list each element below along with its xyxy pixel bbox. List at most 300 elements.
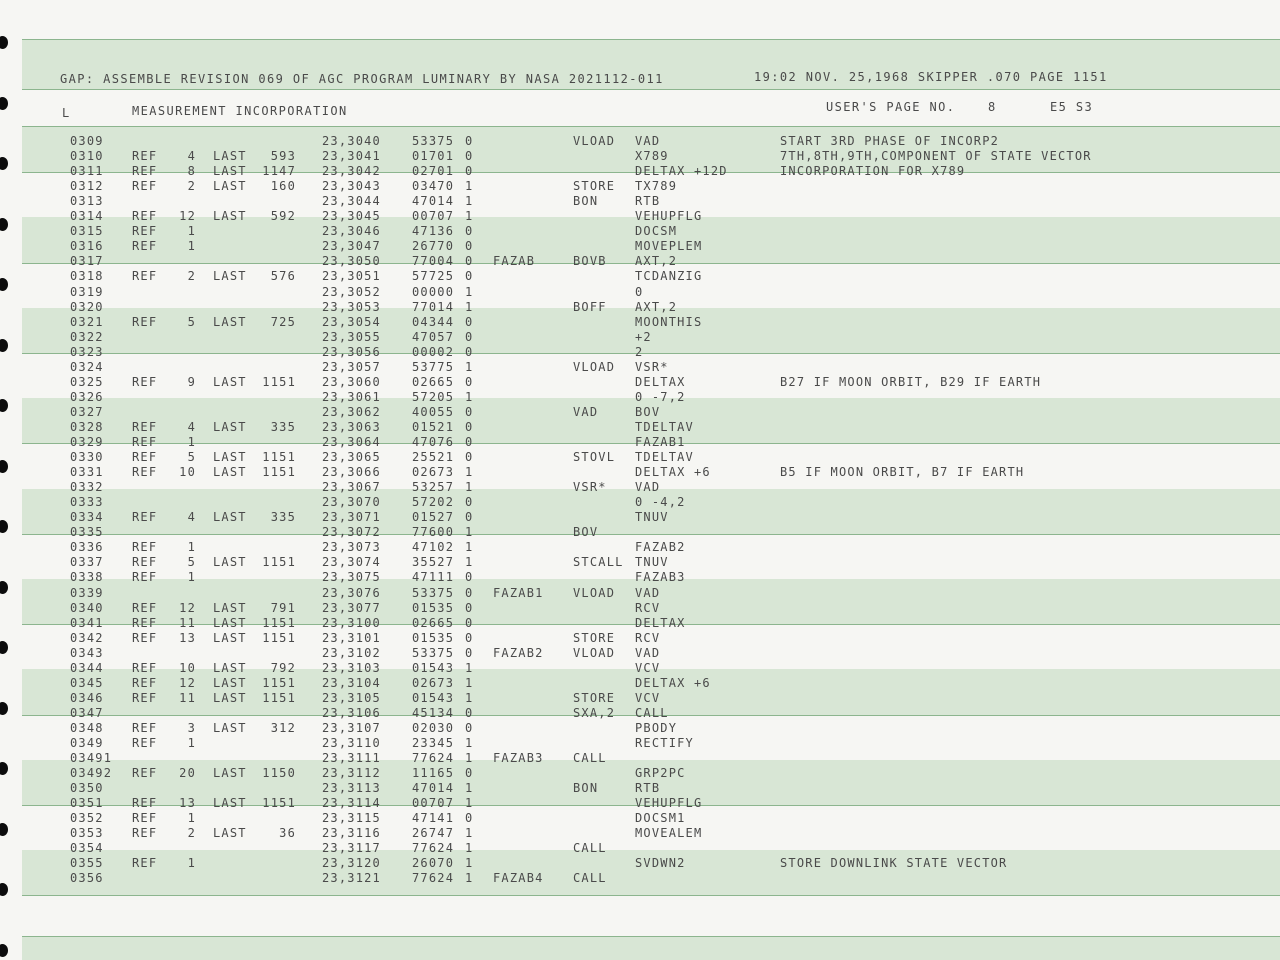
parity-bit: 0 — [465, 404, 474, 419]
last-page: 160 — [270, 179, 296, 194]
octal-word: 01543 — [412, 660, 455, 675]
line-number: 0355 — [70, 856, 104, 871]
ref-count: 13 — [179, 630, 196, 645]
octal-word: 53775 — [412, 359, 455, 374]
line-number: 0312 — [70, 179, 104, 194]
parity-bit: 0 — [465, 811, 474, 826]
ref-keyword: REF — [132, 856, 158, 871]
parity-bit: 0 — [465, 435, 474, 449]
parity-bit: 0 — [465, 239, 474, 254]
octal-word: 57202 — [412, 495, 455, 510]
ref-keyword: REF — [132, 796, 158, 811]
parity-bit: 0 — [465, 720, 474, 735]
address: 23,3101 — [322, 630, 381, 645]
address: 23,3061 — [322, 389, 381, 404]
parity-bit: 0 — [465, 450, 474, 465]
opcode: STORE — [573, 630, 616, 645]
octal-word: 40055 — [412, 404, 455, 419]
operand: RCV — [635, 630, 661, 645]
line-number: 0337 — [70, 555, 104, 570]
ref-keyword: REF — [132, 630, 158, 645]
greenbar-printout-sheet — [22, 0, 1280, 960]
parity-bit: 1 — [465, 781, 474, 796]
octal-word: 47014 — [412, 194, 455, 209]
last-keyword: LAST — [213, 510, 247, 525]
last-page: 1151 — [262, 555, 296, 570]
octal-word: 01535 — [412, 600, 455, 615]
opcode: CALL — [573, 871, 607, 886]
operand: AXT,2 — [635, 299, 678, 314]
line-number: 0325 — [70, 374, 104, 389]
address: 23,3045 — [322, 209, 381, 224]
opcode: VLOAD — [573, 645, 616, 660]
ref-keyword: REF — [132, 720, 158, 735]
parity-bit: 1 — [465, 525, 474, 540]
parity-bit: 1 — [465, 194, 474, 209]
operand: TX789 — [635, 179, 678, 194]
line-number: 03492 — [70, 766, 113, 781]
opcode: VLOAD — [573, 585, 616, 600]
octal-word: 45134 — [412, 705, 455, 720]
octal-word: 01701 — [412, 149, 455, 164]
opcode: VAD — [573, 404, 599, 419]
parity-bit: 1 — [465, 751, 474, 766]
operand: VAD — [635, 134, 661, 148]
statement-label: FAZAB4 — [493, 871, 544, 886]
address: 23,3065 — [322, 450, 381, 465]
parity-bit: 0 — [465, 510, 474, 525]
address: 23,3043 — [322, 179, 381, 194]
line-number: 0313 — [70, 194, 104, 209]
address: 23,3062 — [322, 404, 381, 419]
ref-count: 9 — [187, 374, 196, 389]
parity-bit: 0 — [465, 585, 474, 600]
octal-word: 25521 — [412, 450, 455, 465]
operand: VEHUPFLG — [635, 796, 703, 811]
ref-count: 3 — [187, 720, 196, 735]
statement-label: FAZAB3 — [493, 751, 544, 766]
last-keyword: LAST — [213, 149, 247, 164]
last-page: 1150 — [262, 766, 296, 781]
address: 23,3046 — [322, 224, 381, 239]
line-number: 0321 — [70, 314, 104, 329]
line-number: 0315 — [70, 224, 104, 239]
address: 23,3070 — [322, 495, 381, 510]
operand: DOCSM1 — [635, 811, 686, 826]
parity-bit: 0 — [465, 570, 474, 585]
last-keyword: LAST — [213, 269, 247, 284]
operand: VEHUPFLG — [635, 209, 703, 224]
ref-count: 11 — [179, 615, 196, 630]
ref-count: 11 — [179, 690, 196, 705]
parity-bit: 0 — [465, 164, 474, 179]
ref-keyword: REF — [132, 450, 158, 465]
last-page: 576 — [270, 269, 296, 284]
octal-word: 47141 — [412, 811, 455, 826]
line-number: 0336 — [70, 540, 104, 555]
address: 23,3077 — [322, 600, 381, 615]
parity-bit: 1 — [465, 465, 474, 480]
parity-bit: 0 — [465, 766, 474, 781]
ref-keyword: REF — [132, 419, 158, 434]
operand: VCV — [635, 690, 661, 705]
line-number: 0324 — [70, 359, 104, 374]
address: 23,3117 — [322, 841, 381, 856]
parity-bit: 1 — [465, 179, 474, 194]
line-number: 0340 — [70, 600, 104, 615]
octal-word: 26770 — [412, 239, 455, 254]
operand: VAD — [635, 585, 661, 600]
parity-bit: 0 — [465, 134, 474, 148]
parity-bit: 0 — [465, 254, 474, 269]
operand: X789 — [635, 149, 669, 164]
ref-count: 5 — [187, 314, 196, 329]
operand: FAZAB1 — [635, 435, 686, 449]
ref-keyword: REF — [132, 675, 158, 690]
last-page: 335 — [270, 419, 296, 434]
parity-bit: 1 — [465, 871, 474, 886]
last-keyword: LAST — [213, 630, 247, 645]
ref-keyword: REF — [132, 239, 158, 254]
address: 23,3113 — [322, 781, 381, 796]
parity-bit: 1 — [465, 841, 474, 856]
last-keyword: LAST — [213, 465, 247, 480]
address: 23,3055 — [322, 329, 381, 344]
last-keyword: LAST — [213, 179, 247, 194]
parity-bit: 1 — [465, 555, 474, 570]
ref-count: 1 — [187, 224, 196, 239]
ref-count: 10 — [179, 660, 196, 675]
address: 23,3114 — [322, 796, 381, 811]
ref-count: 4 — [187, 510, 196, 525]
octal-word: 57205 — [412, 389, 455, 404]
octal-word: 47102 — [412, 540, 455, 555]
address: 23,3050 — [322, 254, 381, 269]
ref-count: 1 — [187, 570, 196, 585]
last-keyword: LAST — [213, 555, 247, 570]
address: 23,3104 — [322, 675, 381, 690]
address: 23,3110 — [322, 736, 381, 750]
line-number: 0350 — [70, 781, 104, 796]
last-page: 593 — [270, 149, 296, 164]
last-page: 1151 — [262, 374, 296, 389]
listing-timestamp-page: 19:02 NOV. 25,1968 SKIPPER .070 PAGE 1151 — [754, 70, 1108, 84]
line-number: 0330 — [70, 450, 104, 465]
parity-bit: 1 — [465, 796, 474, 811]
last-page: 1151 — [262, 690, 296, 705]
ref-count: 10 — [179, 465, 196, 480]
line-number: 03491 — [70, 751, 113, 766]
last-keyword: LAST — [213, 766, 247, 781]
statement-label: FAZAB1 — [493, 585, 544, 600]
comment: 7TH,8TH,9TH,COMPONENT OF STATE VECTOR — [780, 149, 1092, 164]
parity-bit: 1 — [465, 389, 474, 404]
line-number: 0323 — [70, 344, 104, 359]
octal-word: 01543 — [412, 690, 455, 705]
operand: +2 — [635, 329, 652, 344]
address: 23,3051 — [322, 269, 381, 284]
parity-bit: 0 — [465, 269, 474, 284]
octal-word: 02673 — [412, 465, 455, 480]
ref-keyword: REF — [132, 615, 158, 630]
ref-count: 1 — [187, 239, 196, 254]
line-number: 0338 — [70, 570, 104, 585]
ref-keyword: REF — [132, 690, 158, 705]
ref-count: 2 — [187, 269, 196, 284]
operand: MOVEPLEM — [635, 239, 703, 254]
ref-keyword: REF — [132, 510, 158, 525]
line-number: 0339 — [70, 585, 104, 600]
ref-count: 1 — [187, 811, 196, 826]
opcode: VLOAD — [573, 359, 616, 374]
line-number: 0317 — [70, 254, 104, 269]
line-number: 0319 — [70, 284, 104, 299]
last-keyword: LAST — [213, 419, 247, 434]
operand: TDELTAV — [635, 419, 694, 434]
operand: GRP2PC — [635, 766, 686, 781]
address: 23,3066 — [322, 465, 381, 480]
operand: AXT,2 — [635, 254, 678, 269]
ref-keyword: REF — [132, 736, 158, 750]
left-mark: L — [62, 106, 71, 120]
address: 23,3103 — [322, 660, 381, 675]
ref-keyword: REF — [132, 811, 158, 826]
line-number: 0326 — [70, 389, 104, 404]
address: 23,3115 — [322, 811, 381, 826]
parity-bit: 1 — [465, 209, 474, 224]
operand: SVDWN2 — [635, 856, 686, 871]
opcode: VLOAD — [573, 134, 616, 148]
parity-bit: 1 — [465, 736, 474, 750]
line-number: 0314 — [70, 209, 104, 224]
user-page-label: USER'S PAGE NO. — [826, 100, 956, 114]
parity-bit: 0 — [465, 314, 474, 329]
last-keyword: LAST — [213, 720, 247, 735]
octal-word: 03470 — [412, 179, 455, 194]
last-page: 592 — [270, 209, 296, 224]
octal-word: 77624 — [412, 871, 455, 886]
address: 23,3105 — [322, 690, 381, 705]
octal-word: 47111 — [412, 570, 455, 585]
address: 23,3120 — [322, 856, 381, 871]
opcode: BON — [573, 781, 599, 796]
operand: RTB — [635, 781, 661, 796]
address: 23,3111 — [322, 751, 381, 766]
comment: START 3RD PHASE OF INCORP2 — [780, 134, 1000, 148]
operand: VAD — [635, 645, 661, 660]
opcode: STORE — [573, 179, 616, 194]
ref-keyword: REF — [132, 555, 158, 570]
operand: FAZAB2 — [635, 540, 686, 555]
operand: DELTAX +6 — [635, 675, 711, 690]
line-number: 0329 — [70, 435, 104, 449]
octal-word: 53375 — [412, 645, 455, 660]
comment: B27 IF MOON ORBIT, B29 IF EARTH — [780, 374, 1042, 389]
parity-bit: 1 — [465, 690, 474, 705]
ref-keyword: REF — [132, 209, 158, 224]
octal-word: 26747 — [412, 826, 455, 841]
address: 23,3107 — [322, 720, 381, 735]
operand: DELTAX — [635, 615, 686, 630]
address: 23,3057 — [322, 359, 381, 374]
ref-keyword: REF — [132, 314, 158, 329]
user-page-number: 8 — [988, 100, 997, 114]
octal-word: 11165 — [412, 766, 455, 781]
operand: RCV — [635, 600, 661, 615]
address: 23,3060 — [322, 374, 381, 389]
octal-word: 01521 — [412, 419, 455, 434]
address: 23,3041 — [322, 149, 381, 164]
address: 23,3106 — [322, 705, 381, 720]
line-number: 0309 — [70, 134, 104, 148]
opcode: STORE — [573, 690, 616, 705]
address: 23,3042 — [322, 164, 381, 179]
section-title: MEASUREMENT INCORPORATION — [132, 104, 348, 118]
operand: DELTAX — [635, 374, 686, 389]
address: 23,3074 — [322, 555, 381, 570]
line-number: 0343 — [70, 645, 104, 660]
octal-word: 77014 — [412, 299, 455, 314]
last-keyword: LAST — [213, 600, 247, 615]
octal-word: 77004 — [412, 254, 455, 269]
ref-keyword: REF — [132, 164, 158, 179]
last-keyword: LAST — [213, 314, 247, 329]
ref-count: 5 — [187, 555, 196, 570]
line-number: 0332 — [70, 480, 104, 495]
operand: 0 -4,2 — [635, 495, 686, 510]
last-keyword: LAST — [213, 374, 247, 389]
opcode: SXA,2 — [573, 705, 616, 720]
line-number: 0320 — [70, 299, 104, 314]
address: 23,3053 — [322, 299, 381, 314]
statement-label: FAZAB — [493, 254, 536, 269]
opcode: CALL — [573, 751, 607, 766]
operand: 0 — [635, 284, 644, 299]
last-page: 335 — [270, 510, 296, 525]
ref-count: 2 — [187, 179, 196, 194]
last-page: 725 — [270, 314, 296, 329]
tractor-feed-holes — [0, 0, 12, 960]
ref-keyword: REF — [132, 570, 158, 585]
ref-count: 8 — [187, 164, 196, 179]
last-keyword: LAST — [213, 796, 247, 811]
opcode: STOVL — [573, 450, 616, 465]
parity-bit: 0 — [465, 419, 474, 434]
ref-count: 13 — [179, 796, 196, 811]
parity-bit: 1 — [465, 675, 474, 690]
line-number: 0318 — [70, 269, 104, 284]
line-number: 0333 — [70, 495, 104, 510]
last-keyword: LAST — [213, 675, 247, 690]
ref-keyword: REF — [132, 600, 158, 615]
ref-count: 1 — [187, 540, 196, 555]
ref-keyword: REF — [132, 766, 158, 781]
last-keyword: LAST — [213, 615, 247, 630]
comment: INCORPORATION FOR X789 — [780, 164, 966, 179]
operand: BOV — [635, 404, 661, 419]
ref-keyword: REF — [132, 149, 158, 164]
ref-keyword: REF — [132, 374, 158, 389]
last-page: 1151 — [262, 796, 296, 811]
ref-keyword: REF — [132, 465, 158, 480]
parity-bit: 0 — [465, 615, 474, 630]
parity-bit: 1 — [465, 359, 474, 374]
comment: B5 IF MOON ORBIT, B7 IF EARTH — [780, 465, 1025, 480]
address: 23,3054 — [322, 314, 381, 329]
operand: VCV — [635, 660, 661, 675]
ref-keyword: REF — [132, 540, 158, 555]
opcode: VSR* — [573, 480, 607, 495]
address: 23,3040 — [322, 134, 381, 148]
operand: TNUV — [635, 510, 669, 525]
operand: VAD — [635, 480, 661, 495]
opcode: BOFF — [573, 299, 607, 314]
ref-count: 2 — [187, 826, 196, 841]
ref-keyword: REF — [132, 179, 158, 194]
octal-word: 47057 — [412, 329, 455, 344]
address: 23,3056 — [322, 344, 381, 359]
operand: DELTAX +12D — [635, 164, 728, 179]
parity-bit: 0 — [465, 344, 474, 359]
octal-word: 77624 — [412, 751, 455, 766]
address: 23,3071 — [322, 510, 381, 525]
opcode: STCALL — [573, 555, 624, 570]
opcode: BON — [573, 194, 599, 209]
operand: 2 — [635, 344, 644, 359]
line-number: 0342 — [70, 630, 104, 645]
listing-title: GAP: ASSEMBLE REVISION 069 OF AGC PROGRAM LUMINARY BY NASA 2021112-011 — [60, 72, 664, 86]
parity-bit: 0 — [465, 374, 474, 389]
last-page: 312 — [270, 720, 296, 735]
octal-word: 77600 — [412, 525, 455, 540]
line-number: 0344 — [70, 660, 104, 675]
statement-label: FAZAB2 — [493, 645, 544, 660]
octal-word: 26070 — [412, 856, 455, 871]
octal-word: 00707 — [412, 209, 455, 224]
ref-keyword: REF — [132, 826, 158, 841]
parity-bit: 1 — [465, 660, 474, 675]
segment-code: E5 S3 — [1050, 100, 1094, 114]
ref-keyword: REF — [132, 224, 158, 239]
address: 23,3047 — [322, 239, 381, 254]
ref-keyword: REF — [132, 660, 158, 675]
ref-count: 20 — [179, 766, 196, 781]
last-page: 792 — [270, 660, 296, 675]
operand: RTB — [635, 194, 661, 209]
address: 23,3116 — [322, 826, 381, 841]
operand: PBODY — [635, 720, 678, 735]
last-keyword: LAST — [213, 690, 247, 705]
parity-bit: 0 — [465, 705, 474, 720]
octal-word: 00002 — [412, 344, 455, 359]
operand: CALL — [635, 705, 669, 720]
ref-keyword: REF — [132, 435, 158, 449]
address: 23,3076 — [322, 585, 381, 600]
last-keyword: LAST — [213, 164, 247, 179]
parity-bit: 1 — [465, 856, 474, 871]
address: 23,3112 — [322, 766, 381, 781]
line-number: 0353 — [70, 826, 104, 841]
ref-count: 1 — [187, 736, 196, 750]
ref-count: 4 — [187, 149, 196, 164]
last-keyword: LAST — [213, 450, 247, 465]
octal-word: 00707 — [412, 796, 455, 811]
operand: MOVEALEM — [635, 826, 703, 841]
parity-bit: 0 — [465, 630, 474, 645]
octal-word: 35527 — [412, 555, 455, 570]
last-page: 1151 — [262, 630, 296, 645]
address: 23,3100 — [322, 615, 381, 630]
